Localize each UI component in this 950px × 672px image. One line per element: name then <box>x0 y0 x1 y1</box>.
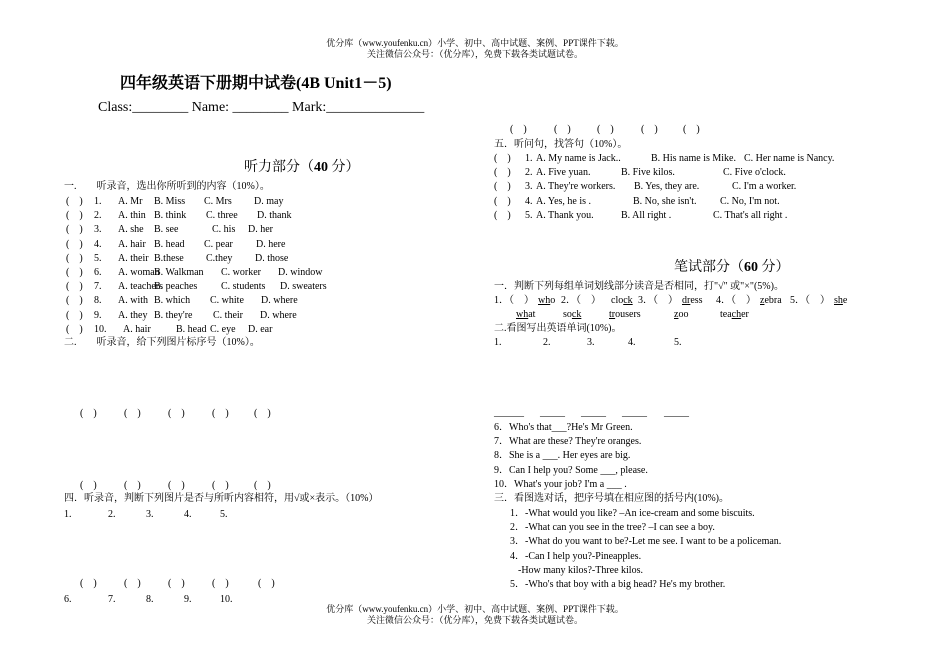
option-d: D. where <box>260 309 297 321</box>
picture-bracket: ( ) <box>168 480 185 491</box>
picture-number: 9. <box>184 594 192 605</box>
option-a: A. with <box>118 295 148 307</box>
listening-part2-instruction: 二. 听录音，给下列图片标序号（10%）。 <box>64 337 260 348</box>
option-b: B. think <box>154 210 187 222</box>
fill-sentence: 9．Can I help you? Some ___, please. <box>494 464 648 476</box>
option-c: C. pear <box>204 238 233 250</box>
question-number: 6. <box>94 267 102 278</box>
dialogue-line: 5．-Who's that boy with a big head? He's my brother. <box>510 579 726 590</box>
listening-heading-end: 分） <box>328 160 360 175</box>
question-number: 3. <box>525 181 533 193</box>
picture-number: 1. <box>494 337 502 348</box>
option-a: A. they <box>118 309 148 321</box>
option-b: B. peaches <box>154 281 198 293</box>
question-number: 1. <box>94 196 102 207</box>
option-d: D. thank <box>257 210 292 222</box>
underlined-letters: ck <box>571 309 582 320</box>
dialogue-line: -How many kilos?-Three kilos. <box>518 564 643 576</box>
judge-bracket: ( ) <box>212 578 229 589</box>
underlined-letters: tr <box>609 309 616 320</box>
option-d: D. may <box>254 196 284 207</box>
question-prefix: 4．（ ） <box>716 295 756 306</box>
header-line-2: 关注微信公众号：（优分库），免费下载各类试题试卷。 <box>366 49 583 59</box>
option-a: A. Five yuan. <box>536 167 591 179</box>
option-b: B. His name is Mike. <box>651 153 736 164</box>
fill-sentence: 7．What are these? They're oranges. <box>494 436 642 448</box>
writing-part2-instruction: 二.看图写出英语单词(10%)。 <box>494 323 622 334</box>
question-number: 2. <box>525 167 533 179</box>
option-a: A. Thank you. <box>536 209 594 221</box>
answer-blank: _____ <box>622 407 647 418</box>
answer-bracket: ( ) <box>66 210 83 222</box>
option-a: A. Yes, he is . <box>536 195 592 207</box>
fill-sentence: 10．What's your job? I'm a ___ . <box>494 478 627 490</box>
answer-bracket: ( ) <box>66 252 83 264</box>
option-b: B. head <box>154 238 185 250</box>
answer-bracket: ( ) <box>66 196 83 207</box>
answer-blank: _____ <box>581 407 606 418</box>
picture-bracket: ( ) <box>641 124 658 135</box>
word-part: ebra <box>764 295 782 306</box>
picture-number: 5. <box>674 337 682 348</box>
listening-part4-instruction: 四．听录音，判断下列图片是否与所听内容相符，用√或×表示。（10%） <box>64 493 379 504</box>
word-part: clo <box>611 295 624 306</box>
question-number: 7. <box>94 281 102 293</box>
word-part: at <box>528 309 536 320</box>
question-number: 10. <box>94 323 107 335</box>
picture-bracket: ( ) <box>254 480 271 491</box>
option-c: C. students <box>221 281 266 293</box>
answer-bracket: ( ) <box>66 323 83 335</box>
writing-heading-text: 笔试部分（ <box>674 260 744 275</box>
option-a: A. They're workers. <box>536 181 616 193</box>
option-c: C. I'm a worker. <box>732 181 797 193</box>
picture-bracket: ( ) <box>212 480 229 491</box>
picture-number: 10. <box>220 594 233 605</box>
phonics-word <box>516 308 535 321</box>
picture-bracket: ( ) <box>254 408 271 419</box>
answer-blank: ______ <box>494 407 524 418</box>
option-c: C. their <box>213 309 243 321</box>
option-c: C. his <box>212 224 236 236</box>
word-part: o <box>550 295 556 306</box>
option-a: A. hair <box>118 238 146 250</box>
option-c: C. That's all right . <box>713 209 788 221</box>
question-number: 9. <box>94 309 102 321</box>
writing-part3-instruction: 三．看图选对话，把序号填在相应图的括号内(10%)。 <box>494 493 729 504</box>
option-c: C. Mrs <box>204 196 232 207</box>
option-c: C. Five o'clock. <box>723 167 786 179</box>
header-line-1: 优分库（www.youfenku.cn）小学、初中、高中试题、案例、PPT课件下载。 <box>326 38 624 48</box>
answer-bracket: ( ) <box>66 295 83 307</box>
listening-heading-text: 听力部分（ <box>244 160 314 175</box>
picture-bracket: ( ) <box>124 408 141 419</box>
picture-number: 3. <box>587 337 595 348</box>
picture-number: 4. <box>184 509 192 520</box>
listening-heading-score: 40 <box>314 160 328 175</box>
question-number: 4. <box>94 238 102 250</box>
dialogue-line: 4．-Can I help you?-Pineapples. <box>510 550 642 562</box>
underlined-letters: sh <box>834 295 843 306</box>
phonics-word <box>682 294 703 307</box>
picture-bracket: ( ) <box>168 408 185 419</box>
option-d: D. ear <box>248 323 273 335</box>
question-prefix: 5．（ ） <box>790 295 830 306</box>
answer-blank: _____ <box>664 407 689 418</box>
answer-bracket: ( ) <box>66 309 83 321</box>
phonics-word <box>609 308 641 321</box>
picture-bracket: ( ) <box>212 408 229 419</box>
option-c: C. eye <box>210 323 236 335</box>
option-b: B. Walkman <box>154 267 204 278</box>
question-number: 3. <box>94 224 102 236</box>
picture-bracket: ( ) <box>124 480 141 491</box>
option-b: B. Yes, they are. <box>634 181 700 193</box>
picture-bracket: ( ) <box>597 124 614 135</box>
picture-bracket: ( ) <box>80 408 97 419</box>
word-part: er <box>741 309 749 320</box>
picture-number: 6. <box>64 594 72 605</box>
phonics-word <box>611 294 633 307</box>
underlined-letters: z <box>674 309 679 320</box>
phonics-word <box>674 308 688 321</box>
option-a: A. teachers <box>118 281 163 293</box>
question-prefix: 2．（ ） <box>561 295 601 306</box>
word-part: tea <box>720 309 732 320</box>
option-c: C. white <box>210 295 244 307</box>
footer-line-2: 关注微信公众号：（优分库），免费下载各类试题试卷。 <box>366 615 583 625</box>
option-b: B. Miss <box>154 196 186 207</box>
listening-part1-instruction: 一. 听录音，选出你所听到的内容（10%）。 <box>64 181 270 192</box>
answer-bracket: ( ) <box>66 281 83 293</box>
phonics-word <box>760 294 782 307</box>
picture-bracket: ( ) <box>80 480 97 491</box>
question-number: 2. <box>94 210 102 222</box>
picture-bracket: ( ) <box>510 124 527 135</box>
picture-bracket: ( ) <box>554 124 571 135</box>
option-b: B. No, she isn't. <box>633 195 697 207</box>
option-a: A. Mr <box>118 196 143 207</box>
question-number: 5. <box>94 252 102 264</box>
phonics-word <box>563 308 581 321</box>
judge-bracket: ( ) <box>124 578 141 589</box>
option-c: C. No, I'm not. <box>720 195 780 207</box>
question-prefix: 1．（ ） <box>494 295 534 306</box>
exam-title: 四年级英语下册期中试卷(4B Unit1－5) <box>120 75 392 92</box>
listening-part5-instruction: 五．听问句，找答句（10%）。 <box>494 139 628 150</box>
picture-number: 3. <box>146 509 154 520</box>
option-d: D. sweaters <box>280 281 327 293</box>
word-part: ousers <box>615 309 641 320</box>
underlined-letters: z <box>760 295 765 306</box>
picture-number: 2. <box>543 337 551 348</box>
underlined-letters: dr <box>682 295 691 306</box>
word-part: ess <box>690 295 703 306</box>
option-d: D. her <box>248 224 273 236</box>
option-b: B. Five kilos. <box>621 167 675 179</box>
option-b: B. see <box>154 224 179 236</box>
option-c: C. worker <box>221 267 261 278</box>
picture-number: 2. <box>108 509 116 520</box>
picture-number: 4. <box>628 337 636 348</box>
judge-bracket: ( ) <box>168 578 185 589</box>
option-d: D. here <box>256 238 286 250</box>
option-c: C. Her name is Nancy. <box>744 153 835 164</box>
option-c: C. three <box>206 210 238 222</box>
answer-bracket: ( ) <box>66 267 83 278</box>
question-number: 8. <box>94 295 102 307</box>
picture-number: 7. <box>108 594 116 605</box>
option-b: B.these <box>154 252 184 264</box>
underlined-letters: wh <box>516 309 529 320</box>
answer-bracket: ( ) <box>494 209 511 221</box>
word-part: so <box>563 309 572 320</box>
picture-bracket: ( ) <box>683 124 700 135</box>
picture-number: 1. <box>64 509 72 520</box>
listening-heading <box>244 156 360 176</box>
judge-bracket: ( ) <box>80 578 97 589</box>
picture-number: 8. <box>146 594 154 605</box>
question-number: 4. <box>525 195 533 207</box>
class-name-mark-line: Class:________ Name: ________ Mark:______________ <box>98 100 425 115</box>
writing-heading <box>674 256 790 276</box>
option-b: B. they're <box>154 309 193 321</box>
answer-bracket: ( ) <box>494 167 511 179</box>
picture-number: 5. <box>220 509 228 520</box>
answer-blank: _____ <box>540 407 565 418</box>
option-a: A. thin <box>118 210 146 222</box>
writing-heading-end: 分） <box>758 260 790 275</box>
word-part: e <box>842 295 848 306</box>
question-prefix: 3．（ ） <box>638 295 678 306</box>
option-a: A. hair <box>123 323 151 335</box>
judge-bracket: ( ) <box>258 578 275 589</box>
fill-sentence: 8．She is a ___. Her eyes are big. <box>494 450 631 462</box>
writing-part1-instruction: 一．判断下列每组单词划线部分读音是否相同，打"√" 或"×"(5%)。 <box>494 281 784 292</box>
dialogue-line: 2．-What can you see in the tree? –I can see a boy. <box>510 522 715 534</box>
phonics-word <box>834 294 847 307</box>
answer-bracket: ( ) <box>66 238 83 250</box>
option-a: A. woman <box>118 267 160 278</box>
answer-bracket: ( ) <box>494 181 511 193</box>
option-b: B. All right . <box>621 209 672 221</box>
answer-bracket: ( ) <box>494 195 511 207</box>
footer-line-1: 优分库（www.youfenku.cn）小学、初中、高中试题、案例、PPT课件下载。 <box>326 604 624 614</box>
answer-bracket: ( ) <box>66 224 83 236</box>
phonics-word <box>538 294 555 307</box>
option-a: A. she <box>118 224 144 236</box>
option-c: C.they <box>206 252 233 264</box>
writing-heading-score: 60 <box>744 260 758 275</box>
answer-bracket: ( ) <box>494 153 511 164</box>
option-b: B. head <box>176 323 207 335</box>
question-number: 5. <box>525 209 533 221</box>
dialogue-line: 3．-What do you want to be?-Let me see. I want to be a policeman. <box>510 536 782 548</box>
option-a: A. their <box>118 252 149 264</box>
underlined-letters: ck <box>623 295 633 306</box>
question-number: 1. <box>525 153 533 164</box>
phonics-word <box>720 308 749 321</box>
option-d: D. window <box>278 267 323 278</box>
dialogue-line: 1．-What would you like? –An ice-cream and some biscuits. <box>510 508 755 519</box>
option-d: D. where <box>261 295 298 307</box>
option-d: D. those <box>255 252 289 264</box>
underlined-letters: ch <box>731 309 742 320</box>
word-part: oo <box>678 309 689 320</box>
option-b: B. which <box>154 295 191 307</box>
fill-sentence: 6．Who's that___?He's Mr Green. <box>494 422 633 433</box>
option-a: A. My name is Jack.. <box>536 153 621 164</box>
underlined-letters: wh <box>538 295 551 306</box>
